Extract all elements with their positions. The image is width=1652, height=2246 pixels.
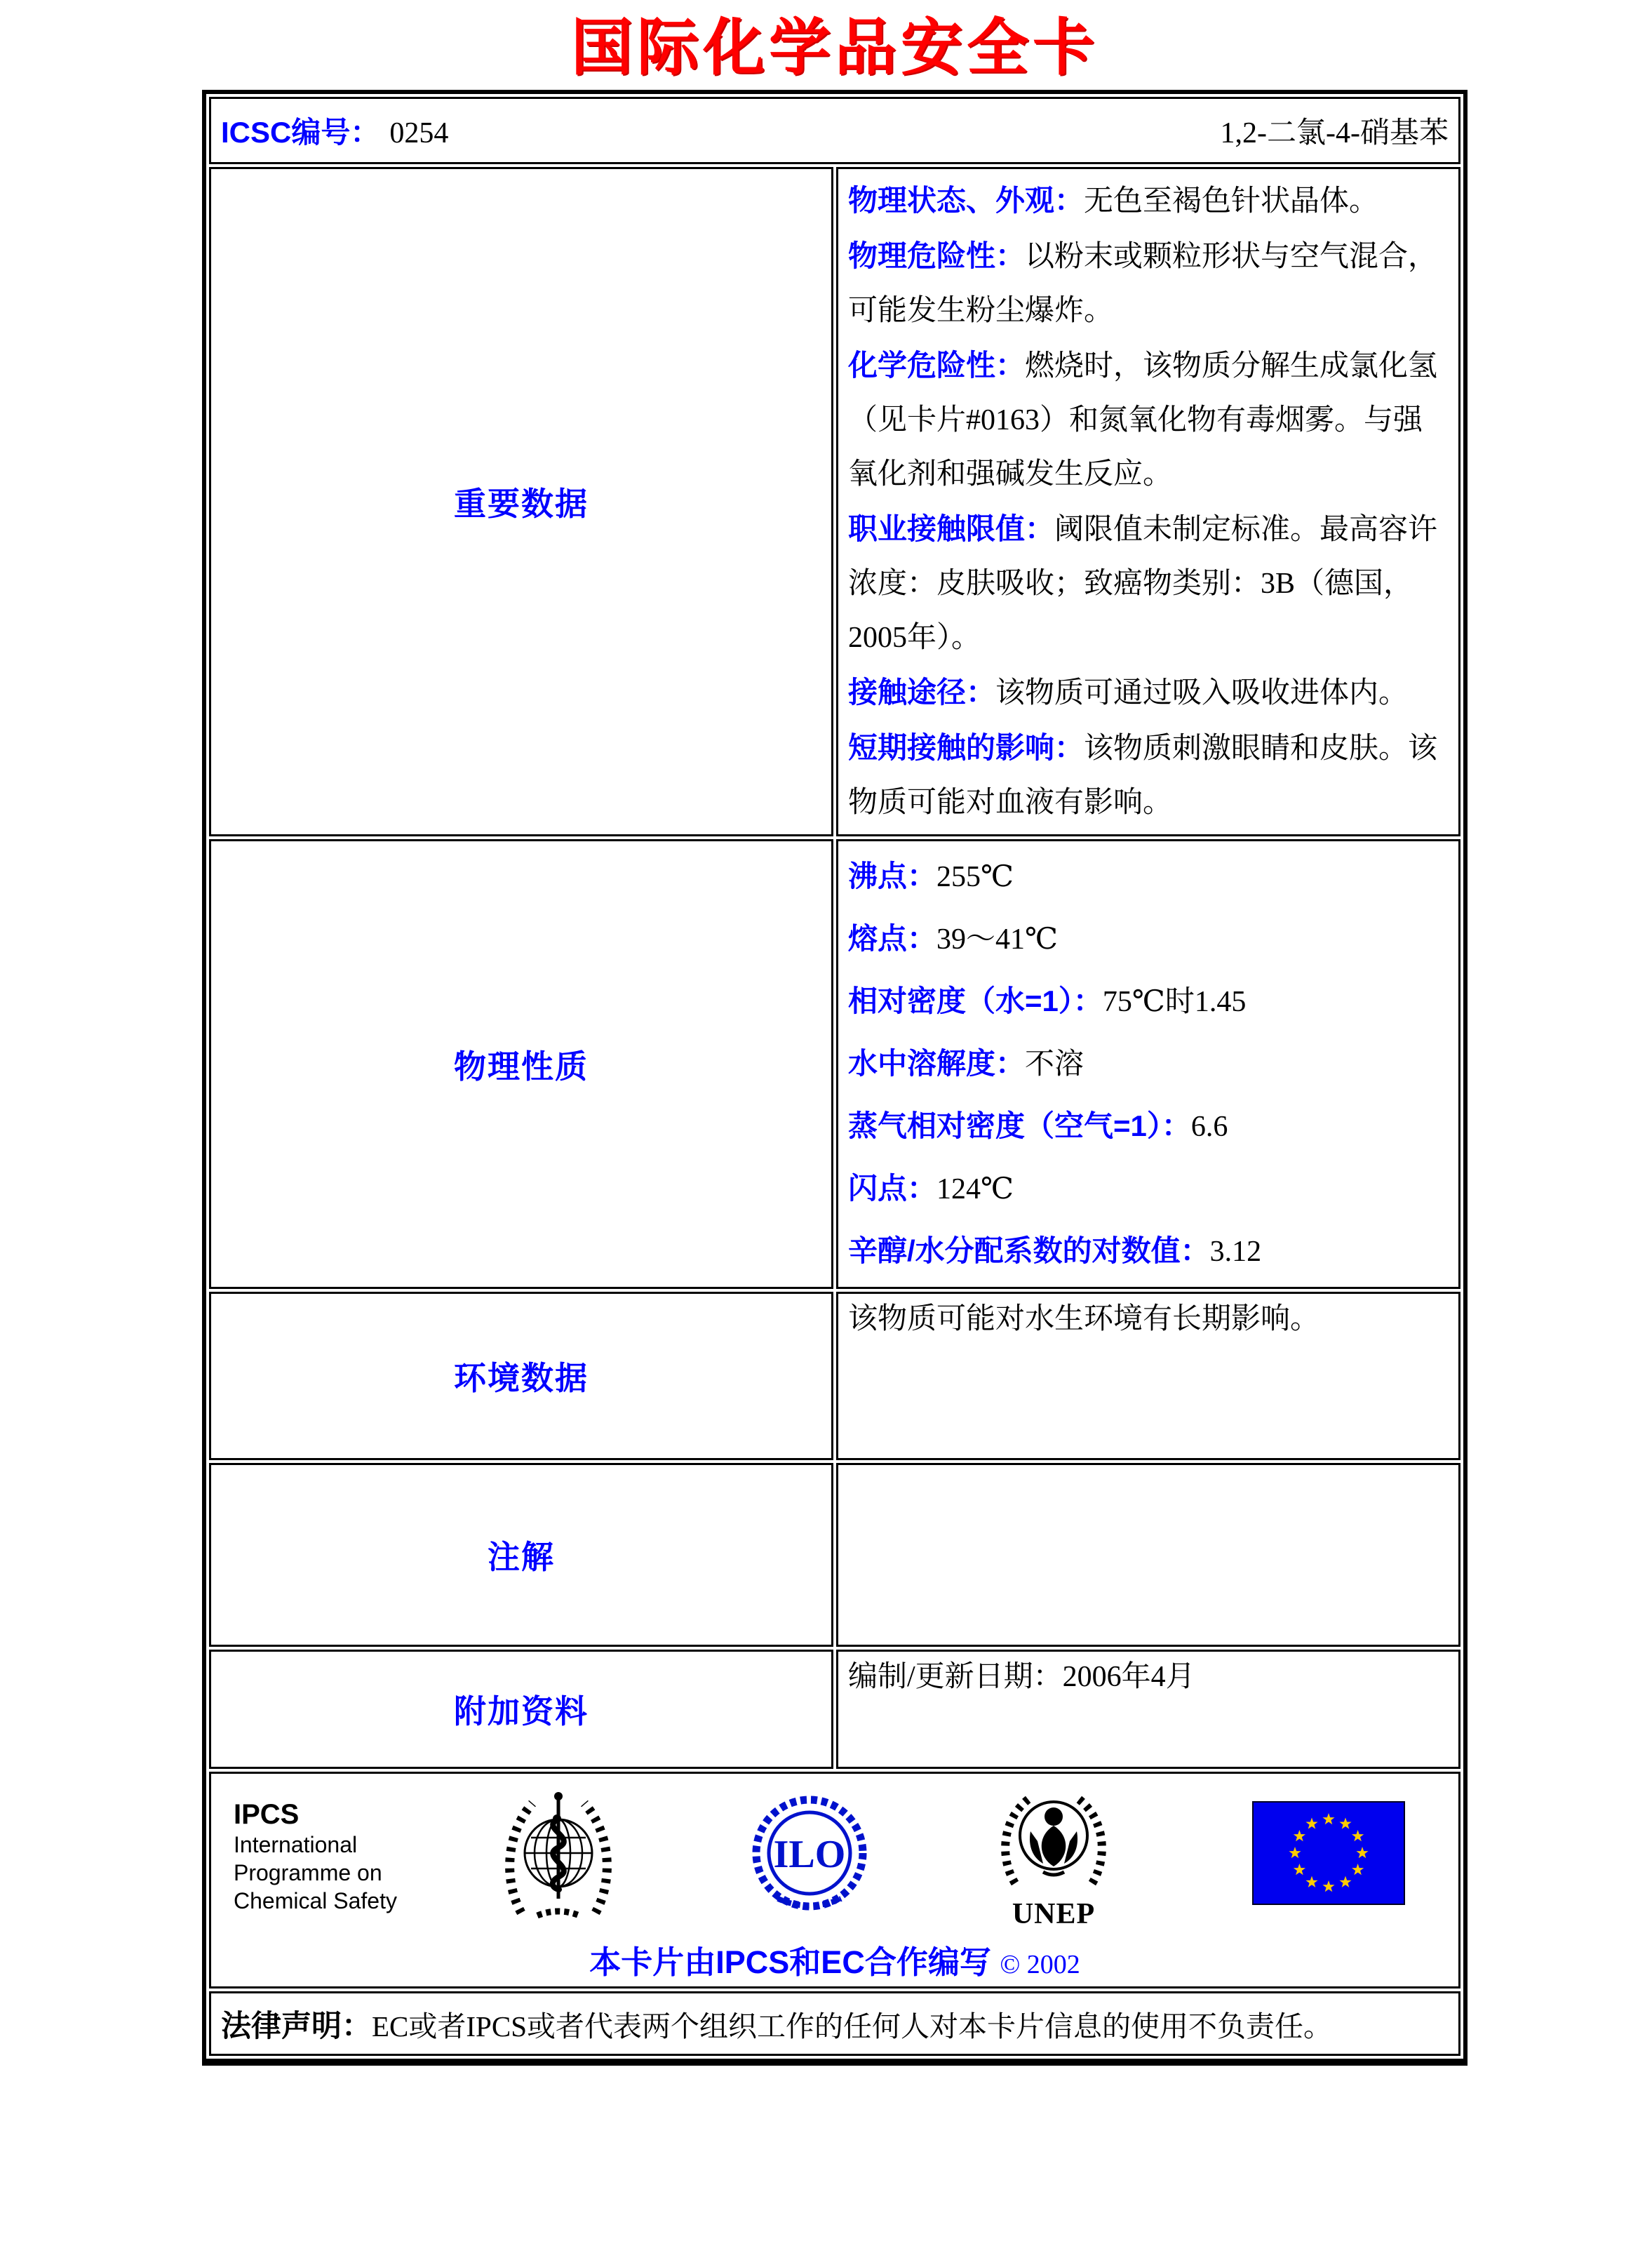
credit-text: 本卡片由IPCS和EC合作编写 [589,1944,991,1980]
ipcs-subtitle-line: Chemical Safety [234,1888,397,1913]
field-value: 燃烧时，该物质分解生成氯化氢（见卡片#0163）和氮氧化物有毒烟雾。与强氧化剂和强碱发生反应。 [848,350,1438,490]
unep-wordmark: UNEP [1012,1897,1096,1930]
field-value: 以粉末或颗粒形状与空气混合，可能发生粉尘爆炸。 [848,241,1438,327]
update-date-value: 2006年4月 [1062,1661,1195,1693]
section-label-additional: 附加资料 [209,1650,833,1769]
section-label-notes: 注解 [209,1463,833,1647]
eu-flag-icon [1252,1801,1405,1913]
field-value: 39～41℃ [936,923,1058,956]
update-date-label: 编制/更新日期： [848,1661,1063,1693]
header-row [209,97,1460,164]
field-value: 124℃ [936,1173,1014,1205]
data-item [848,173,1449,229]
data-item [848,1298,1449,1340]
section-label-environment: 环境数据 [209,1292,833,1460]
icsc-number-label: ICSC编号： [221,116,380,149]
section-physical-properties [209,839,1460,1289]
section-additional-info [209,1650,1460,1769]
footer-cell [209,1772,1460,1988]
field-label: 水中溶解度： [848,1047,1026,1080]
field-value: 该物质可通过吸入吸收进体内。 [995,677,1409,709]
icsc-number-value: 0254 [389,117,449,149]
data-item [848,502,1449,665]
credit-line [225,1937,1444,1982]
field-label: 相对密度（水=1）： [848,984,1103,1017]
header-cell [209,97,1460,164]
section-important-data [209,167,1460,836]
logos-row [225,1781,1444,1932]
field-label: 化学危险性： [848,349,1026,382]
data-item [848,1158,1449,1220]
ipcs-subtitle-line: International [234,1832,358,1857]
field-label: 物理危险性： [848,239,1026,272]
icsc-card-table [202,90,1468,2066]
data-item [848,970,1449,1033]
ipcs-subtitle-line: Programme on [234,1860,382,1885]
data-item [848,721,1449,830]
field-label: 熔点： [848,922,937,955]
field-label: 蒸气相对密度（空气=1）： [848,1109,1191,1142]
section-content-physical [836,839,1460,1289]
ipcs-title: IPCS [234,1799,300,1830]
data-item [848,338,1449,502]
field-label: 接触途径： [848,676,996,709]
legal-cell [209,1991,1460,2056]
data-item [848,1095,1449,1158]
field-value: 该物质刺激眼睛和皮肤。该物质可能对血液有影响。 [848,733,1438,819]
section-environmental-data [209,1292,1460,1460]
field-value: 阈限值未制定标准。最高容许浓度：皮肤吸收；致癌物类别：3B（德国，2005年）。 [848,514,1438,654]
data-item [848,1656,1449,1698]
ipcs-block [234,1798,409,1915]
data-item [848,908,1449,970]
field-label: 辛醇/水分配系数的对数值： [848,1234,1210,1267]
field-label: 物理状态、外观： [848,184,1084,217]
section-content-additional [836,1650,1460,1769]
field-value: 3.12 [1209,1236,1262,1268]
field-label: 沸点： [848,860,937,893]
field-value: 不溶 [1025,1048,1084,1081]
who-logo-icon [499,1781,618,1932]
data-item [848,845,1449,908]
data-item [848,1220,1449,1283]
section-notes [209,1463,1460,1647]
section-content-important [836,167,1460,836]
footer-row [209,1772,1460,1988]
section-content-notes [836,1463,1460,1647]
legal-label: 法律声明： [221,2009,372,2043]
page-title: 国际化学品安全卡 [570,13,1099,82]
ilo-letters: ILO [773,1832,846,1876]
section-content-environment [836,1292,1460,1460]
field-label: 闪点： [848,1172,937,1205]
field-value: 75℃时1.45 [1102,986,1247,1018]
section-label-physical: 物理性质 [209,839,833,1289]
field-value: 255℃ [936,861,1014,893]
icsc-number-group [221,109,448,152]
legal-text: EC或者IPCS或者代表两个组织工作的任何人对本卡片信息的使用不负责任。 [372,2010,1332,2043]
data-item [848,665,1449,721]
data-item [848,1033,1449,1095]
credit-year: © 2002 [1000,1950,1080,1979]
field-label: 职业接触限值： [848,512,1055,545]
section-label-important: 重要数据 [209,167,833,836]
legal-row [209,1991,1460,2056]
unep-logo-icon [994,1785,1113,1929]
data-item [848,229,1449,338]
chemical-name: 1,2-二氯-4-硝基苯 [1220,117,1449,149]
field-value: 无色至褐色针状晶体。 [1084,185,1379,218]
field-value: 该物质可能对水生环境有长期影响。 [848,1303,1320,1335]
ilo-logo-icon [750,1783,869,1931]
field-value: 6.6 [1190,1111,1228,1143]
field-label: 短期接触的影响： [848,731,1084,764]
